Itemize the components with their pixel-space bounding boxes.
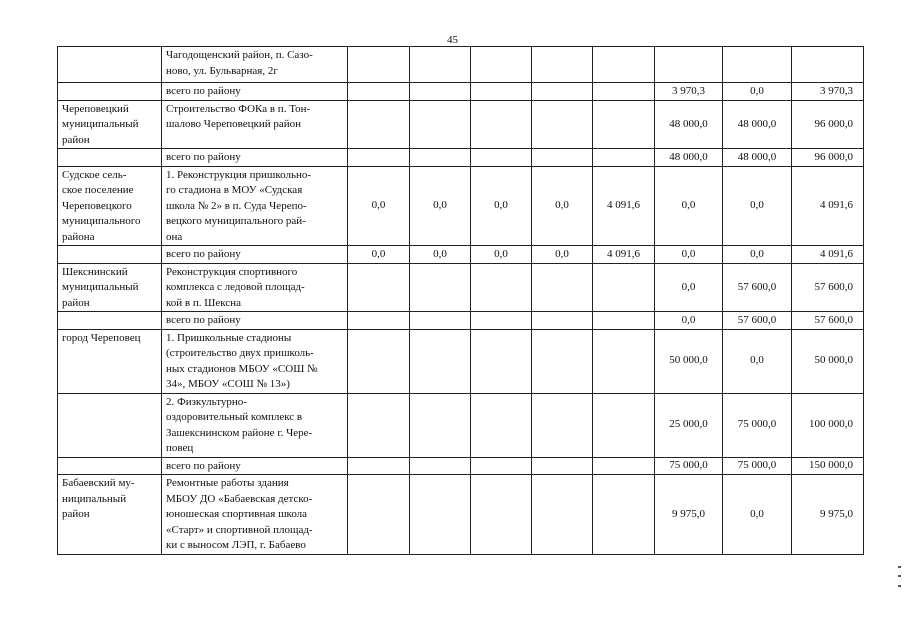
value-cell [471,312,532,330]
value-cell: 0,0 [348,166,410,246]
value-cell: 0,0 [410,166,471,246]
value-cell [348,149,410,167]
value-cell: 0,0 [532,166,593,246]
value-cell [471,393,532,457]
value-cell [348,263,410,312]
value-cell: 0,0 [723,83,792,101]
table-row [58,393,864,457]
value-cell [593,47,655,83]
district-cell: Бабаевский му- ниципальный район [58,475,162,555]
value-cell: 96 000,0 [792,100,864,149]
district-cell: Шекснинский муниципальный район [58,263,162,312]
value-cell [723,47,792,83]
value-cell: 0,0 [723,246,792,264]
value-cell: 0,0 [655,263,723,312]
value-cell [655,47,723,83]
district-cell [58,83,162,101]
district-cell: Судское сель- ское поселение Череповецкого муниципального района [58,166,162,246]
object-cell: 1. Пришкольные стадионы (строительство двух пришколь- ных стадионов МБОУ «СОШ № 34», МБОУ «СОШ № 13») [162,329,348,393]
value-cell: 57 600,0 [792,312,864,330]
value-cell: 3 970,3 [792,83,864,101]
value-cell [593,100,655,149]
table-row [58,149,864,167]
margin-mark [898,575,901,577]
value-cell [348,457,410,475]
object-cell: всего по району [162,83,348,101]
value-cell [348,100,410,149]
value-cell [410,312,471,330]
value-cell [593,312,655,330]
value-cell [410,47,471,83]
value-cell [471,475,532,555]
value-cell [410,475,471,555]
object-cell: Реконструкция спортивного комплекса с ледовой площад- кой в п. Шексна [162,263,348,312]
value-cell [532,393,593,457]
value-cell [532,149,593,167]
value-cell: 50 000,0 [655,329,723,393]
value-cell [410,329,471,393]
value-cell: 9 975,0 [792,475,864,555]
object-cell: Ремонтные работы здания МБОУ ДО «Бабаевская детско- юношеская спортивная школа «Старт» и спортивной площад- ки с выносом ЛЭП, г. Бабаево [162,475,348,555]
value-cell [532,329,593,393]
margin-mark [898,566,901,568]
table-row [58,246,864,264]
district-cell [58,393,162,457]
object-cell: 2. Физкультурно- оздоровительный комплекс в Зашекснинском районе г. Чере- повец [162,393,348,457]
value-cell: 100 000,0 [792,393,864,457]
table-row [58,329,864,393]
table-row [58,100,864,149]
value-cell [593,457,655,475]
value-cell: 48 000,0 [723,100,792,149]
table-row [58,475,864,555]
value-cell [348,83,410,101]
value-cell [348,312,410,330]
district-cell: город Череповец [58,329,162,393]
value-cell [471,329,532,393]
value-cell: 0,0 [723,475,792,555]
table-row [58,166,864,246]
object-cell: 1. Реконструкция пришкольно- го стадиона в МОУ «Судская школа № 2» в п. Суда Черепо- вецкого муниципального рай- она [162,166,348,246]
table-row [58,83,864,101]
value-cell: 75 000,0 [655,457,723,475]
value-cell [410,263,471,312]
table-row [58,47,864,83]
value-cell: 4 091,6 [593,246,655,264]
value-cell [532,47,593,83]
value-cell: 0,0 [532,246,593,264]
value-cell [410,149,471,167]
object-cell: Чагодощенский район, п. Сазо- ново, ул. Бульварная, 2г [162,47,348,83]
value-cell: 57 600,0 [723,312,792,330]
district-cell [58,149,162,167]
value-cell: 0,0 [655,166,723,246]
value-cell: 0,0 [410,246,471,264]
value-cell: 0,0 [655,246,723,264]
value-cell: 9 975,0 [655,475,723,555]
value-cell: 150 000,0 [792,457,864,475]
value-cell: 50 000,0 [792,329,864,393]
value-cell: 48 000,0 [655,149,723,167]
value-cell: 57 600,0 [792,263,864,312]
value-cell [471,83,532,101]
object-cell: всего по району [162,246,348,264]
value-cell [532,100,593,149]
value-cell [471,263,532,312]
value-cell [348,47,410,83]
value-cell: 0,0 [723,166,792,246]
value-cell [532,83,593,101]
district-cell [58,47,162,83]
value-cell: 48 000,0 [723,149,792,167]
value-cell [532,457,593,475]
table-row [58,263,864,312]
value-cell [593,329,655,393]
value-cell [532,475,593,555]
value-cell: 25 000,0 [655,393,723,457]
value-cell [471,47,532,83]
value-cell [593,475,655,555]
margin-mark [898,585,901,587]
value-cell [471,149,532,167]
value-cell [593,263,655,312]
value-cell: 96 000,0 [792,149,864,167]
value-cell: 75 000,0 [723,457,792,475]
budget-table [57,46,864,555]
object-cell: всего по району [162,457,348,475]
value-cell [792,47,864,83]
value-cell [593,83,655,101]
value-cell: 0,0 [723,329,792,393]
value-cell: 4 091,6 [792,246,864,264]
value-cell [593,149,655,167]
value-cell [348,475,410,555]
value-cell [348,329,410,393]
value-cell: 0,0 [471,166,532,246]
value-cell [471,100,532,149]
value-cell: 75 000,0 [723,393,792,457]
district-cell [58,246,162,264]
table-row [58,457,864,475]
district-cell [58,312,162,330]
value-cell: 0,0 [348,246,410,264]
value-cell [410,100,471,149]
value-cell: 0,0 [471,246,532,264]
value-cell [532,312,593,330]
table-row [58,312,864,330]
value-cell [410,83,471,101]
object-cell: Строительство ФОКа в п. Тон- шалово Череповецкий район [162,100,348,149]
value-cell [532,263,593,312]
value-cell: 4 091,6 [593,166,655,246]
value-cell: 57 600,0 [723,263,792,312]
district-cell: Череповецкий муниципальный район [58,100,162,149]
district-cell [58,457,162,475]
value-cell: 4 091,6 [792,166,864,246]
value-cell [471,457,532,475]
object-cell: всего по району [162,312,348,330]
value-cell: 0,0 [655,312,723,330]
value-cell [410,457,471,475]
value-cell: 48 000,0 [655,100,723,149]
value-cell [593,393,655,457]
object-cell: всего по району [162,149,348,167]
page-number: 45 [447,34,458,46]
value-cell [410,393,471,457]
value-cell [348,393,410,457]
value-cell: 3 970,3 [655,83,723,101]
